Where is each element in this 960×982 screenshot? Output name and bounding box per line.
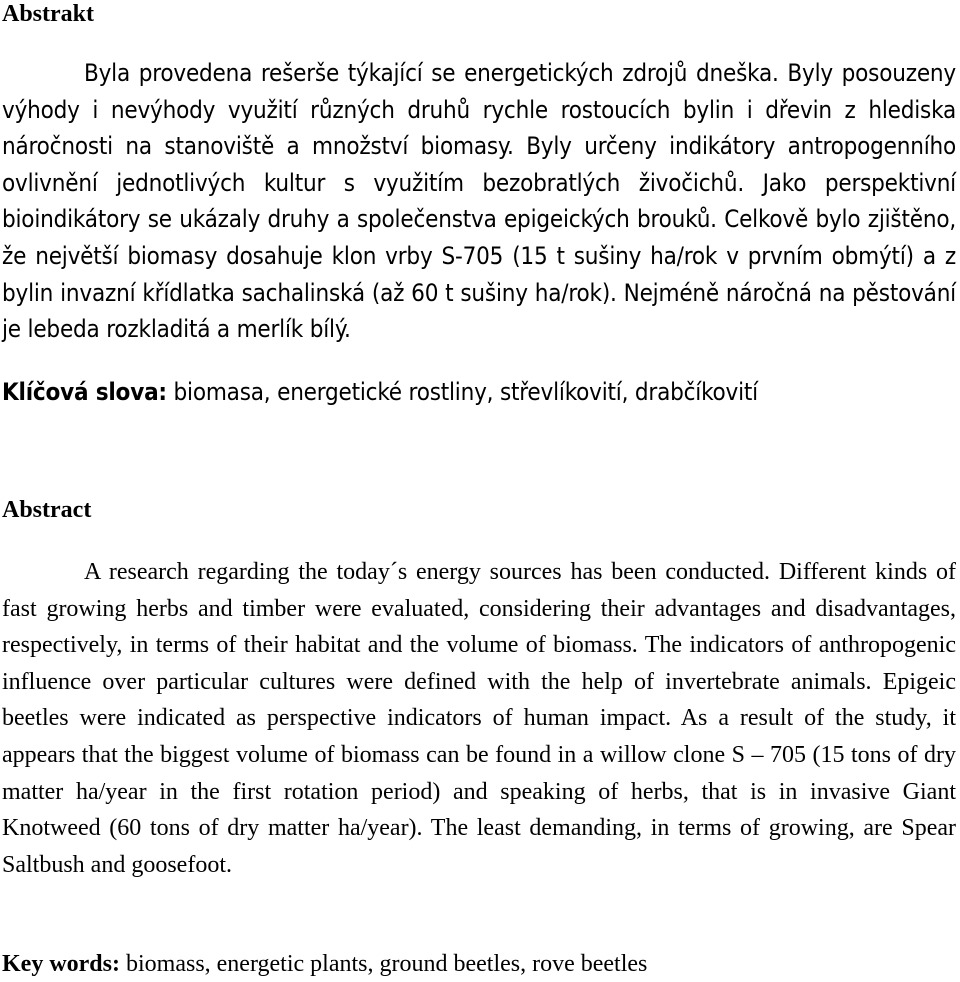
abstract-heading: Abstract [2,497,92,523]
english-keywords-label: Key words: [2,951,120,977]
abstrakt-heading: Abstrakt [2,1,95,27]
czech-keywords-text: biomasa, energetické rostliny, střevlíkovití, drabčíkovití [173,378,758,406]
czech-keywords-label: Klíčová slova: [2,378,167,406]
english-keywords-line [2,950,647,978]
english-abstract-paragraph: A research regarding the today´s energy sources has been conducted. Different kinds of fast growing herbs and timber were evaluated, considering their advantages and disadvantages, respectively, in terms of their habitat and the volume of biomass. The indicators of anthropogenic influence over particular cultures were defined with the help of invertebrate animals. Epigeic beetles were indicated as perspective indicators of human impact. As a result of the study, it appears that the biggest volume of biomass can be found in a willow clone S – 705 (15 tons of dry matter ha/year in the first rotation period) and speaking of herbs, that is in invasive Giant Knotweed (60 tons of dry matter ha/year). The least demanding, in terms of growing, are Spear Saltbush and goosefoot. [2,559,956,878]
czech-keywords-line [2,378,758,406]
czech-abstract-paragraph: Byla provedena rešerše týkající se energetických zdrojů dneška. Byly posouzeny výhody i nevýhody využití různých druhů rychle rostoucích bylin i dřevin z hlediska náročnosti na stanoviště a množství biomasy. Byly určeny indikátory antropogenního ovlivnění jednotlivých kultur s využitím bezobratlých živočichů. Jako perspektivní bioindikátory se ukázaly druhy a společenstva epigeických brouků. Celkově bylo zjištěno, že největší biomasy dosahuje klon vrby S-705 (15 t sušiny ha/rok v prvním obmýtí) a z bylin invazní křídlatka sachalinská (až 60 t sušiny ha/rok). Nejméně náročná na pěstování je lebeda rozkladitá a merlík bílý. [2,59,956,344]
english-keywords-text: biomass, energetic plants, ground beetles, rove beetles [125,951,648,977]
